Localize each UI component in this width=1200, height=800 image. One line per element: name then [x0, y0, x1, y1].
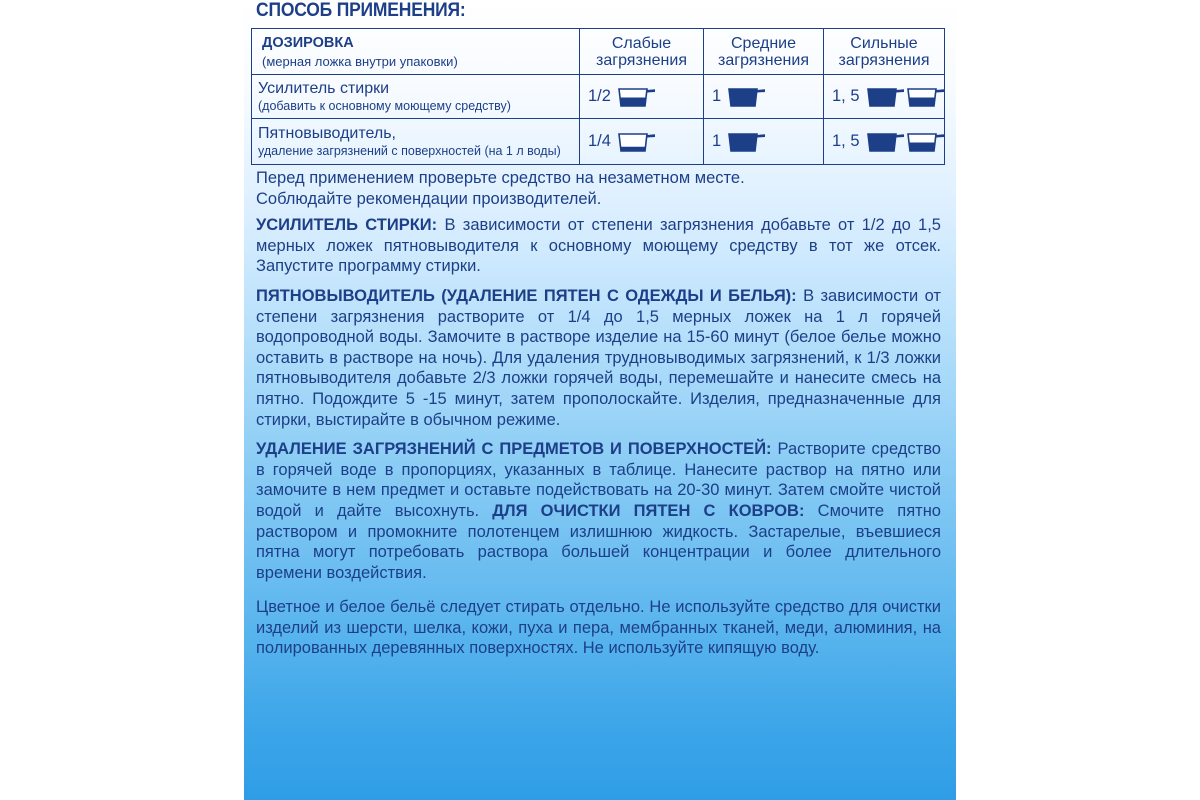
- carpets-text: Смочите пятно раствором и промокните полотенцем излишнюю жидкость. Застарелые, въевшиеся пятна могут потребовать раствора большей концентрации и более длительного времени воздействия.: [256, 501, 941, 582]
- spoon-group: [617, 87, 657, 105]
- spoon-fill: [906, 97, 938, 107]
- row-label-booster-sub: (добавить к основному моющему средству): [258, 98, 511, 113]
- measuring-spoon-icon: [727, 86, 767, 108]
- spoon-fill: [727, 134, 759, 152]
- warnings-text: Цветное и белое бельё следует стирать отдельно. Не используйте средство для очистки изделий из шерсти, шелка, кожи, пуха и пера, мембранных тканей, меди, алюминия, на полированных деревянных поверхностях. Не используйте кипящую воду.: [256, 598, 941, 658]
- measuring-spoon-icon: [906, 131, 945, 153]
- spoon-fill: [906, 142, 938, 152]
- level-medium-line1: Средние: [730, 34, 796, 52]
- spoon-fill: [617, 97, 649, 107]
- level-medium-line2: загрязнения: [718, 51, 809, 69]
- spoon-group: [727, 132, 767, 150]
- row-label-stain-remover: [252, 119, 580, 165]
- dose-cell: [824, 75, 945, 119]
- booster-paragraph: [256, 215, 941, 277]
- spoon-group: [866, 132, 945, 150]
- dosage-header-title: ДОЗИРОВКА: [262, 34, 354, 51]
- table-row: [252, 119, 945, 165]
- stain-remover-text: В зависимости от степени загрязнения растворите от 1/4 до 1,5 мерных ложек на 1 л горячей водопроводной воды. Замочите в растворе изделие на 15-60 минут (белое белье можно оставить в растворе на ночь). Для удаления трудновыводимых загрязнений, к 1/3 ложки пятновыводителя добавьте 2/3 ложки горячей воды, перемешайте и нанесите смесь на пятно. Подождите 5 -15 минут, затем прополоскайте. Изделия, предназначенные для стирки, выстирайте в обычном режиме.: [256, 286, 941, 429]
- dose-value: 1, 5: [832, 87, 860, 105]
- row-label-booster-title: Усилитель стирки: [258, 79, 390, 97]
- dosage-header-sub: (мерная ложка внутри упаковки): [262, 53, 458, 69]
- spoon-group: [617, 132, 657, 150]
- note-line-2: Соблюдайте рекомендации производителей.: [256, 189, 602, 208]
- booster-text: В зависимости от степени загрязнения добавьте от 1/2 до 1,5 мерных ложек пятновыводителя к основному моющему средству в тот же отсек. Запустите программу стирки.: [256, 216, 941, 276]
- dosage-table: [251, 28, 945, 165]
- table-header-row: [252, 29, 945, 75]
- level-heavy-line1: Сильные: [850, 34, 918, 52]
- measuring-spoon-icon: [617, 86, 657, 108]
- measuring-spoon-icon: [866, 86, 906, 108]
- level-light: [580, 29, 704, 75]
- stain-remover-paragraph: [256, 286, 941, 430]
- dose-cell: [824, 119, 945, 165]
- level-light-line1: Слабые: [611, 34, 672, 52]
- note-line-1: Перед применением проверьте средство на незаметном месте.: [256, 169, 745, 187]
- spoon-group: [866, 87, 945, 105]
- booster-heading: УСИЛИТЕЛЬ СТИРКИ:: [256, 216, 438, 235]
- level-light-line2: загрязнения: [596, 51, 687, 69]
- level-medium: [704, 29, 824, 75]
- carpets-heading: ДЛЯ ОЧИСТКИ ПЯТЕН С КОВРОВ:: [492, 501, 805, 520]
- spoon-fill: [727, 89, 759, 107]
- warnings-paragraph: [256, 597, 941, 659]
- dosage-header: [252, 29, 580, 75]
- spoon-fill: [866, 134, 898, 152]
- dose-value: 1: [712, 87, 722, 105]
- surfaces-text: Растворите средство в горячей воде в пропорциях, указанных в таблице. Нанесите раствор на пятно или замочите в нем предмет и оставьте подействовать на 20-30 минут. Затем смойте чистой водой и дайте высохнуть.: [256, 440, 941, 520]
- dose-cell: [580, 75, 704, 119]
- measuring-spoon-icon: [727, 131, 767, 153]
- stain-remover-heading: ПЯТНОВЫВОДИТЕЛЬ (УДАЛЕНИЕ ПЯТЕН С ОДЕЖДЫ И БЕЛЬЯ):: [256, 286, 797, 305]
- measuring-spoon-icon: [866, 131, 906, 153]
- row-label-stain-remover-sub: удаление загрязнений с поверхностей (на 1 л воды): [258, 143, 561, 158]
- dose-value: 1, 5: [832, 132, 860, 150]
- dose-cell: [580, 119, 704, 165]
- dose-cell: [704, 119, 824, 165]
- surfaces-paragraph: [256, 439, 941, 583]
- dose-value: 1/4: [588, 132, 611, 150]
- dose-value: 1: [712, 132, 722, 150]
- row-label-booster: [252, 75, 580, 119]
- dose-cell: [704, 75, 824, 119]
- dose-value: 1/2: [588, 87, 611, 105]
- row-label-stain-remover-title: Пятновыводитель,: [258, 124, 396, 142]
- measuring-spoon-icon: [906, 86, 945, 108]
- page-title: СПОСОБ ПРИМЕНЕНИЯ:: [256, 0, 466, 21]
- table-row: [252, 75, 945, 119]
- level-heavy-line2: загрязнения: [838, 51, 930, 69]
- level-heavy: [824, 29, 945, 75]
- surfaces-heading: УДАЛЕНИЕ ЗАГРЯЗНЕНИЙ С ПРЕДМЕТОВ И ПОВЕРХНОСТЕЙ:: [256, 440, 772, 459]
- instructions-text: [256, 168, 941, 668]
- spoon-group: [727, 87, 767, 105]
- precaution-note: [256, 168, 941, 209]
- measuring-spoon-icon: [617, 131, 657, 153]
- spoon-fill: [866, 89, 898, 107]
